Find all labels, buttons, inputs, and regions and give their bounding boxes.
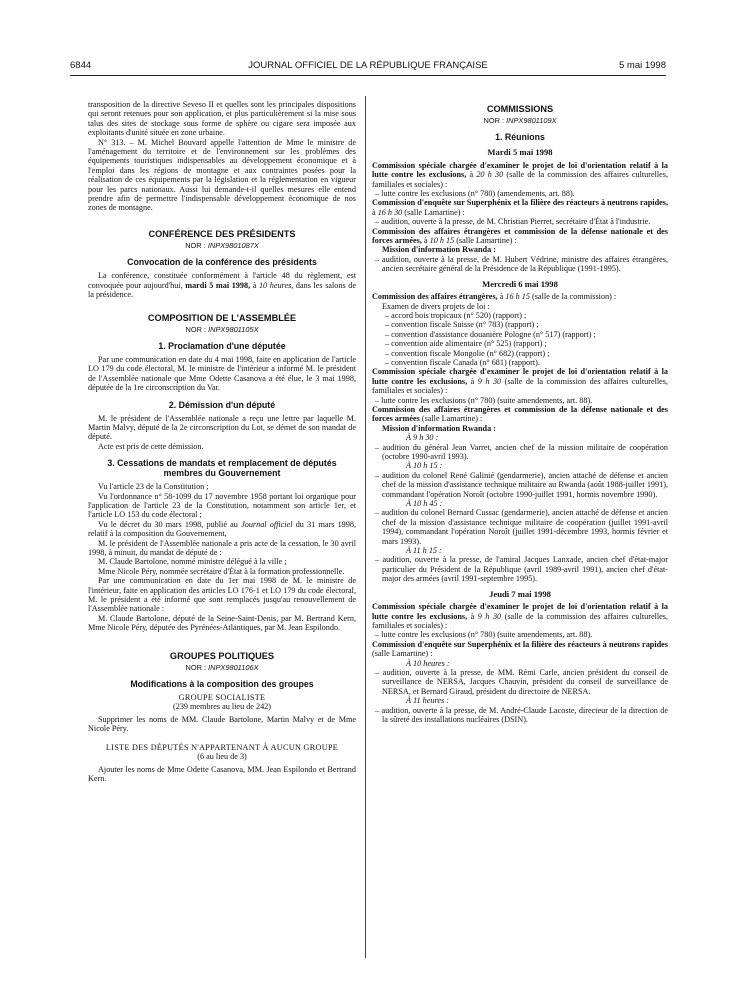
subsection-title-modifications: Modifications à la composition des groupes <box>130 679 314 690</box>
header-rule <box>70 75 666 76</box>
meeting-entry: Commission des affaires étrangères, à 16 h 15 (salle de la commission) : <box>372 292 617 302</box>
day-heading: Mardi 5 mai 1998 <box>487 147 553 158</box>
agenda-item: – convention fiscale Suisse (n° 783) (rapport) ; <box>385 320 539 330</box>
nor-reference: NOR : INPX9801109X <box>483 116 557 125</box>
time-label: À 9 h 30 : <box>406 433 439 443</box>
journal-title: JOURNAL OFFICIEL DE LA RÉPUBLIQUE FRANÇAISE <box>248 60 488 71</box>
subsection-title-proclamation: 1. Proclamation d'une députée <box>158 340 286 351</box>
left-column <box>88 100 356 783</box>
demission-paragraph: M. le président de l'Assemblée nationale a reçu une lettre par laquelle M. Martin Malvy, député de la 2e circonscription du Lot, se démet de son mandat de député. <box>88 413 356 442</box>
time-label: À 10 h 45 : <box>406 499 443 509</box>
agenda-item: – audition, ouverte à la presse, de M. André-Claude Lacoste, directeur de la direction de la sûreté des installations nucléaires (DSIN). <box>375 705 668 724</box>
agenda-item: – convention fiscale Canada (n° 681) (rapport). <box>385 357 540 367</box>
subsection-title-reunions: 1. Réunions <box>495 132 545 143</box>
agenda-item: – accord bois tropicaux (n° 520) (rapport) ; <box>385 310 527 320</box>
page-header <box>70 60 666 74</box>
time-label: À 11 heures : <box>406 696 449 706</box>
cessations-paragraph: Vu l'article 23 de la Constitution ; <box>98 482 209 492</box>
meeting-entry: Commission spéciale chargée d'examiner le projet de loi d'orientation relatif à la lutte contre les exclusions, à 9 h 30 (salle de la commission des affaires culturelles, familiales et sociales) : <box>372 602 669 630</box>
day-heading: Mercredi 6 mai 1998 <box>482 278 558 289</box>
agenda-item: – lutte contre les exclusions (n° 780) (suite amendements, art. 88). <box>375 395 593 405</box>
agenda-item: – convention fiscale Mongolie (n° 682) (rapport) ; <box>385 348 550 358</box>
convocation-paragraph: La conférence, constituée conformément à l'article 48 du règlement, est convoquée pour aujourd'hui, mardi 5 mai 1998, à 10 heures, dans les salons de la présidence. <box>88 271 356 300</box>
subsection-title-convocation: Convocation de la conférence des présidents <box>127 257 317 268</box>
right-column <box>372 100 668 724</box>
nor-reference: NOR : INPX9801106X <box>185 662 259 672</box>
meeting-entry: Commission des affaires étrangères et commission de la défense nationale et des forces armées (salle Lamartine) : <box>372 404 668 424</box>
cessations-paragraph: Vu le décret du 30 mars 1998, publié au Journal officiel du 31 mars 1998, relatif à la composition du Gouvernement, <box>88 519 356 539</box>
agenda-item: – audition, ouverte à la presse, de M. Christian Pierret, secrétaire d'État à l'industrie. <box>375 217 651 227</box>
meeting-entry: Commission spéciale chargée d'examiner le projet de loi d'orientation relatif à la lutte contre les exclusions, à 9 h 30 (salle de la commission des affaires culturelles, familiales et sociales) : <box>372 367 669 396</box>
agenda-item: – audition du colonel Bernard Cussac (gendarmerie), ancien attaché de défense et ancien chef de la mission d'assistance technique militaire de coopération (juillet 1991-avril 1994), commandant l'opération Noroît (juillet 1991-décembre 1993, hormis février et mars 1993). <box>375 508 668 546</box>
meeting-entry: Commission d'enquête sur Superphénix et la filière des réacteurs à neutrons rapides, à 16 h 30 (salle Lamartine) : <box>372 198 668 217</box>
group-count: (239 membres au lieu de 242) <box>173 702 271 712</box>
section-title-composition: COMPOSITION DE L'ASSEMBLÉE <box>147 312 297 323</box>
group-count: (6 au lieu de 3) <box>197 752 247 762</box>
column-divider <box>365 96 366 958</box>
agenda-item: – audition, ouverte à la presse, de l'amiral Jacques Lanxade, ancien chef d'état-major particulier du Président de la République (avril 1989-avril 1991), ancien chef d'état-major des armées (avril 1991-septembre 1995). <box>375 555 668 584</box>
time-label: À 10 heures : <box>406 658 450 668</box>
time-label: À 10 h 15 : <box>406 461 443 471</box>
issue-date: 5 mai 1998 <box>618 60 666 71</box>
cessations-paragraph: M. Claude Bartolone, député de la Seine-Saint-Denis, par M. Bertrand Kern, Mme Nicole Péry, députée des Pyrénées-Atlantiques, par M. Jean Espilondo. <box>88 613 356 633</box>
group-name-non-inscrits: LISTE DES DÉPUTÉS N'APPARTENANT À AUCUN GROUPE <box>105 742 339 752</box>
agenda-item: – audition, ouverte à la presse, de MM. Rémi Carle, ancien président du conseil de surveillance de NERSA, Jacques Chauvin, président du conseil de surveillance de NERSA, et Bernard Giraud, président du directoire de NERSA. <box>375 667 668 696</box>
cessations-paragraph: Par une communication en date du 1er mai 1998 de M. le ministre de l'intérieur, faite en application des articles LO 176-1 et LO 179 du code électoral, M. le président a été informé que sont remplacés jusqu'au renouvellement de l'Assemblée nationale : <box>88 576 356 614</box>
agenda-intro: Examen de divers projets de loi : <box>382 301 490 311</box>
group-name-socialiste: GROUPE SOCIALISTE <box>178 693 266 703</box>
cessations-paragraph: Vu l'ordonnance n° 58-1099 du 17 novembre 1958 portant loi organique pour l'application de l'article 23 de la Constitution, notamment son article 1er, et l'article LO 153 du code électoral ; <box>88 491 356 520</box>
day-heading: Jeudi 7 mai 1998 <box>489 588 551 599</box>
question-313: N° 313. – M. Michel Bouvard appelle l'attention de Mme le ministre de l'aménagement du territoire et de l'environnement sur les problèmes des équipements touristiques indispensables au développement économique et à l'emploi dans les régions de montagne et aux contraintes posées pour la réalisation de ces équipements par la législation et la réglementation en vigueur pour les parcs nationaux. Aussi lui demande-t-il quelles mesures elle entend prendre afin de permettre l'indispensable développement économique de nos zones de montagne. <box>88 137 356 213</box>
demission-acte: Acte est pris de cette démission. <box>98 441 204 451</box>
meeting-entry: Commission des affaires étrangères et commission de la défense nationale et des forces armées, à 10 h 15 (salle Lamartine) : <box>372 226 668 246</box>
subsection-title-demission: 2. Démission d'un député <box>168 399 276 410</box>
paragraph-continued: transposition de la directive Seveso II et quelles sont les principales dispositions qui seront retenues pour son application, et plus particulièrement si la mise sous talus des sites de stockage sous forme de sphère ou cigare sera imposée aux exploitants d'unité située en zone urbaine. <box>88 100 356 138</box>
mission-label: Mission d'information Rwanda : <box>382 245 496 255</box>
group-paragraph: Supprimer les noms de MM. Claude Bartolone, Martin Malvy et de Mme Nicole Péry. <box>88 714 356 734</box>
agenda-item: – convention d'assistance douanière Pologne (n° 517) (rapport) ; <box>385 329 596 339</box>
cessations-paragraph: Mme Nicole Péry, nommée secrétaire d'État à la formation professionnelle. <box>98 566 345 576</box>
section-title-commissions: COMMISSIONS <box>486 104 554 114</box>
meeting-entry: Commission d'enquête sur Superphénix et la filière des réacteurs à neutrons rapides (salle Lamartine) : <box>372 639 668 659</box>
agenda-item: – audition du général Jean Varret, ancien chef de la mission militaire de coopération (octobre 1990-avril 1993). <box>375 442 668 461</box>
group-paragraph: Ajouter les noms de Mme Odette Casanova, MM. Jean Espilondo et Bertrand Kern. <box>88 764 356 783</box>
agenda-item: – audition du colonel René Galinié (gendarmerie), ancien attaché de défense et ancien chef de la mission d'assistance technique militaire au Rwanda (août 1988-juillet 1991), commandant l'opération Noroît (octobre 1990-juillet 1991, hormis novembre 1990). <box>375 470 668 499</box>
cessations-paragraph: M. le président de l'Assemblée nationale a pris acte de la cessation, le 30 avril 1998, à minuit, du mandat de député de : <box>88 538 356 557</box>
nor-reference: NOR : INPX9801105X <box>185 324 259 334</box>
time-label: À 11 h 15 : <box>406 546 442 556</box>
meeting-entry: Commission spéciale chargée d'examiner le projet de loi d'orientation relatif à la lutte contre les exclusions, à 20 h 30 (salle de la commission des affaires culturelles, familiales et sociales) : <box>372 160 669 189</box>
cessations-paragraph: M. Claude Bartolone, nommé ministre délégué à la ville ; <box>98 557 287 567</box>
section-title-conference: CONFÉRENCE DES PRÉSIDENTS <box>148 228 296 239</box>
proclamation-paragraph: Par une communication en date du 4 mai 1998, faite en application de l'article LO 179 du code électoral, M. le ministre de l'intérieur a informé M. le président de l'Assemblée nationale que Mme Odette Casanova a été élue, le 3 mai 1998, députée de la 1re circonscription du Var. <box>88 354 356 393</box>
agenda-item: – audition, ouverte à la presse, de M. Hubert Védrine, ministre des affaires étrangères, ancien secrétaire général de la Présidence de la République (1991-1995). <box>375 254 668 274</box>
agenda-item: – convention aide alimentaire (n° 525) (rapport) ; <box>385 339 547 349</box>
page-number: 6844 <box>70 60 92 71</box>
nor-reference: NOR : INPX9801087X <box>185 240 259 250</box>
agenda-item: – lutte contre les exclusions (n° 780) (suite amendements, art. 88). <box>375 630 593 640</box>
section-title-groupes: GROUPES POLITIQUES <box>169 650 275 661</box>
mission-label: Mission d'information Rwanda : <box>382 423 496 433</box>
subsection-title-cessations: 3. Cessations de mandats et remplacement de députés membres du Gouvernement <box>107 458 337 479</box>
agenda-item: – lutte contre les exclusions (n° 780) (amendements, art. 88). <box>375 189 575 199</box>
